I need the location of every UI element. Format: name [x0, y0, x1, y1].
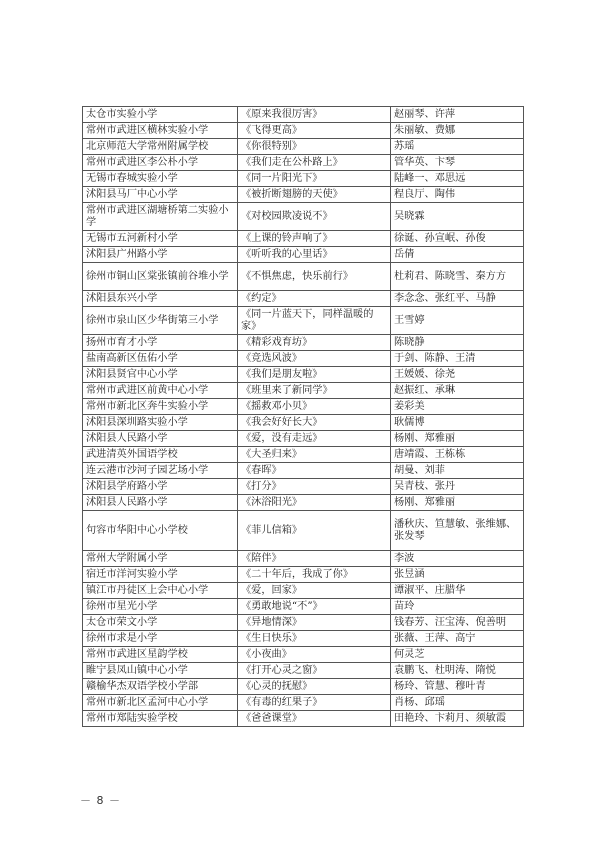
author-cell: 徐诞、孙宣岷、孙俊 [391, 231, 524, 247]
school-cell: 太仓市实验小学 [83, 107, 238, 123]
author-cell: 吴晓霖 [391, 203, 524, 231]
author-cell: 李波 [391, 551, 524, 567]
title-cell: 《原来我很厉害》 [238, 107, 391, 123]
school-cell: 赣榆华杰双语学校小学部 [83, 679, 238, 695]
school-cell: 徐州市铜山区棠张镇前谷堆小学 [83, 263, 238, 291]
table-row [83, 139, 524, 155]
title-cell: 《不惧焦虑，快乐前行》 [238, 263, 391, 291]
author-cell: 吴青枝、张丹 [391, 479, 524, 495]
title-cell: 《竞选风波》 [238, 351, 391, 367]
title-cell: 《我们是朋友啦》 [238, 367, 391, 383]
school-cell: 沭阳县东兴小学 [83, 291, 238, 307]
title-cell: 《你很特别》 [238, 139, 391, 155]
title-cell: 《春晖》 [238, 463, 391, 479]
table-row [83, 307, 524, 335]
author-cell: 袁鹏飞、杜明涛、隋悦 [391, 663, 524, 679]
school-cell: 镇江市丹徒区上会中心小学 [83, 583, 238, 599]
author-cell: 陈晓静 [391, 335, 524, 351]
title-cell: 《飞得更高》 [238, 123, 391, 139]
title-cell: 《同一片阳光下》 [238, 171, 391, 187]
school-cell: 北京师范大学常州附属学校 [83, 139, 238, 155]
author-cell: 姜彩美 [391, 399, 524, 415]
title-cell: 《爱，回家》 [238, 583, 391, 599]
title-cell: 《陪伴》 [238, 551, 391, 567]
title-cell: 《有毒的红果子》 [238, 695, 391, 711]
author-cell: 李念念、张红平、马静 [391, 291, 524, 307]
title-cell: 《我们走在公朴路上》 [238, 155, 391, 171]
table-row [83, 383, 524, 399]
title-cell: 《勇敢地说“不”》 [238, 599, 391, 615]
school-cell: 沭阳县贤官中心小学 [83, 367, 238, 383]
author-cell: 田艳玲、卞莉月、须敏霞 [391, 711, 524, 727]
title-cell: 《班里来了新同学》 [238, 383, 391, 399]
title-cell: 《大圣归来》 [238, 447, 391, 463]
table-row [83, 479, 524, 495]
author-cell: 潘秋庆、笪慧敏、张维娜、张发琴 [391, 511, 524, 551]
title-cell: 《上课的铃声响了》 [238, 231, 391, 247]
table-row [83, 647, 524, 663]
title-cell: 《心灵的抚慰》 [238, 679, 391, 695]
table-row [83, 431, 524, 447]
page-number: － 8 － [80, 794, 121, 807]
table-row [83, 415, 524, 431]
author-cell: 张薇、王萍、高宁 [391, 631, 524, 647]
title-cell: 《精彩戏育坊》 [238, 335, 391, 351]
award-table [82, 106, 524, 727]
author-cell: 赵丽琴、许萍 [391, 107, 524, 123]
author-cell: 苗玲 [391, 599, 524, 615]
table-row [83, 631, 524, 647]
table-row [83, 247, 524, 263]
title-cell: 《摇救邓小贝》 [238, 399, 391, 415]
title-cell: 《小夜曲》 [238, 647, 391, 663]
school-cell: 无锡市五河新村小学 [83, 231, 238, 247]
school-cell: 无锡市春城实验小学 [83, 171, 238, 187]
table-row [83, 107, 524, 123]
table-row [83, 679, 524, 695]
table-row [83, 695, 524, 711]
school-cell: 常州市新北区奔牛实验小学 [83, 399, 238, 415]
table-row [83, 447, 524, 463]
title-cell: 《对校园欺凌说不》 [238, 203, 391, 231]
school-cell: 沭阳县人民路小学 [83, 431, 238, 447]
school-cell: 常州市新北区孟河中心小学 [83, 695, 238, 711]
school-cell: 句容市华阳中心小学校 [83, 511, 238, 551]
author-cell: 朱丽敏、费娜 [391, 123, 524, 139]
table-row [83, 583, 524, 599]
title-cell: 《爱，没有走远》 [238, 431, 391, 447]
school-cell: 常州大学附属小学 [83, 551, 238, 567]
author-cell: 何灵芝 [391, 647, 524, 663]
school-cell: 武进清英外国语学校 [83, 447, 238, 463]
school-cell: 睢宁县凤山镇中心小学 [83, 663, 238, 679]
table-row [83, 291, 524, 307]
title-cell: 《打开心灵之窗》 [238, 663, 391, 679]
author-cell: 杜莉君、陈晓雪、秦方方 [391, 263, 524, 291]
table-row [83, 203, 524, 231]
table-row [83, 399, 524, 415]
author-cell: 肖杨、邱瑶 [391, 695, 524, 711]
title-cell: 《约定》 [238, 291, 391, 307]
title-cell: 《我会好好长大》 [238, 415, 391, 431]
author-cell: 钱春芳、汪宝涛、倪善明 [391, 615, 524, 631]
title-cell: 《沐浴阳光》 [238, 495, 391, 511]
school-cell: 常州市武进区李公朴小学 [83, 155, 238, 171]
author-cell: 谭淑平、庄腊华 [391, 583, 524, 599]
title-cell: 《被折断翅膀的天使》 [238, 187, 391, 203]
school-cell: 徐州市泉山区少华街第三小学 [83, 307, 238, 335]
table-row [83, 511, 524, 551]
table-row [83, 335, 524, 351]
author-cell: 陆峰一、邓思远 [391, 171, 524, 187]
school-cell: 宿迁市洋河实验小学 [83, 567, 238, 583]
author-cell: 杨刚、郑雅丽 [391, 431, 524, 447]
school-cell: 沭阳县深圳路实验小学 [83, 415, 238, 431]
school-cell: 常州市武进区星韵学校 [83, 647, 238, 663]
author-cell: 于剑、陈静、王清 [391, 351, 524, 367]
author-cell: 张昱涵 [391, 567, 524, 583]
school-cell: 徐州市星光小学 [83, 599, 238, 615]
title-cell: 《生日快乐》 [238, 631, 391, 647]
author-cell: 耿儒博 [391, 415, 524, 431]
school-cell: 常州市武进区湖塘桥第二实验小学 [83, 203, 238, 231]
table-row [83, 711, 524, 727]
author-cell: 岳倩 [391, 247, 524, 263]
author-cell: 杨玲、管慧、穆叶青 [391, 679, 524, 695]
school-cell: 徐州市求是小学 [83, 631, 238, 647]
school-cell: 沭阳县人民路小学 [83, 495, 238, 511]
award-table-body [83, 107, 524, 727]
school-cell: 沭阳县马厂中心小学 [83, 187, 238, 203]
table-row [83, 171, 524, 187]
author-cell: 王媛媛、徐尧 [391, 367, 524, 383]
table-row [83, 463, 524, 479]
title-cell: 《二十年后，我成了你》 [238, 567, 391, 583]
table-row [83, 663, 524, 679]
school-cell: 常州市武进区前黄中心小学 [83, 383, 238, 399]
author-cell: 杨刚、郑雅丽 [391, 495, 524, 511]
table-row [83, 599, 524, 615]
author-cell: 管华英、卞琴 [391, 155, 524, 171]
table-row [83, 551, 524, 567]
title-cell: 《同一片蓝天下，同样温暖的家》 [238, 307, 391, 335]
author-cell: 唐靖霞、王栋栋 [391, 447, 524, 463]
author-cell: 王雪婷 [391, 307, 524, 335]
school-cell: 太仓市荣文小学 [83, 615, 238, 631]
school-cell: 沭阳县广州路小学 [83, 247, 238, 263]
table-row [83, 615, 524, 631]
table-row [83, 187, 524, 203]
title-cell: 《打分》 [238, 479, 391, 495]
school-cell: 盐南高新区伍佑小学 [83, 351, 238, 367]
table-row [83, 263, 524, 291]
author-cell: 胡曼、刘菲 [391, 463, 524, 479]
school-cell: 连云港市沙河子园艺场小学 [83, 463, 238, 479]
table-row [83, 367, 524, 383]
school-cell: 常州市郑陆实验学校 [83, 711, 238, 727]
author-cell: 赵振红、承琳 [391, 383, 524, 399]
table-row [83, 567, 524, 583]
school-cell: 沭阳县学府路小学 [83, 479, 238, 495]
title-cell: 《菲儿信箱》 [238, 511, 391, 551]
title-cell: 《爸爸课堂》 [238, 711, 391, 727]
author-cell: 苏瑶 [391, 139, 524, 155]
table-row [83, 231, 524, 247]
table-row [83, 495, 524, 511]
author-cell: 程良厅、陶伟 [391, 187, 524, 203]
title-cell: 《异地情深》 [238, 615, 391, 631]
title-cell: 《听听我的心里话》 [238, 247, 391, 263]
school-cell: 常州市武进区横林实验小学 [83, 123, 238, 139]
table-row [83, 351, 524, 367]
school-cell: 扬州市育才小学 [83, 335, 238, 351]
table-row [83, 155, 524, 171]
table-row [83, 123, 524, 139]
